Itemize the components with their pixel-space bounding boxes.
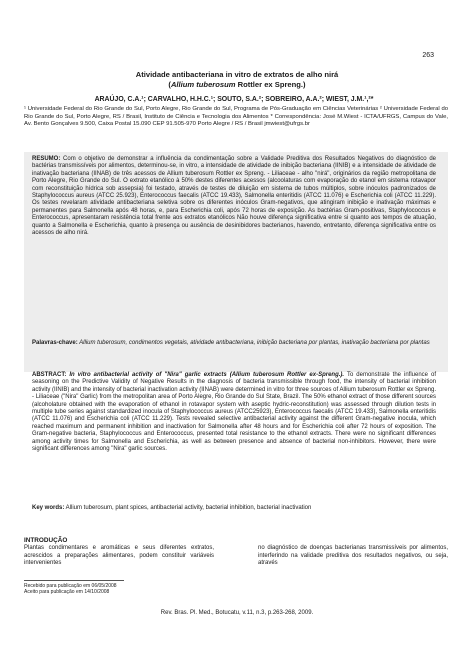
publication-dates [24,583,117,596]
palavras-chave-text: Allium tuberosum, condimentos vegetais, atividade antibacteriana, inibição bacteriana por plantas, inativação bacteriana por plantas [77,340,430,346]
keywords-label: Key words: [32,505,65,511]
intro-left-column: Plantas condimentares e aromáticas e seus diferentes extratos, acrescidos a preparações alimentares, podem constituir variáveis intervenientes [24,545,214,567]
resumo-text: Com o objetivo de demonstrar a influência da condimentação sobre a Validade Preditiva dos Resultados Negativos do diagnóstico de bactérias transmissíveis por alimentos, determinou-se, in vitro, a intensidade de atividade de inibição bacteriana (IINIB) e a intensidade de atividade de inativação bacteriana (IINAB) de três acessos de Allium tuberosum Rottler ex Spreng. - Liliaceae - alho "nirá", originários da região metropolitana de Porto Alegre, Rio Grande do Sul. O extrato etanólico à 50% destes diferentes acessos (alcoolaturas com evaporação do etanol em sistema rotavapor com reconstituição hídrica sob assepsia) foi testado, através de testes de diluição em sistema de tubos múltiplos, sobre inóculos padronizados de Staphylococcus aureus (ATCC 25.923), Enterococcus faecalis (ATCC 19.433), Salmonella enteritidis (ATCC 11.076) e Escherichia coli (ATCC 11.229). Os testes revelaram atividade antibacteriana seletiva sobre os diferentes inóculos Gram-negativos, que atingiram inibição e inativação máximas e permanentes para Salmonella após 48 horas, e, para Escherichia coli, após 72 horas de exposição. As bactérias Gram-positivas, Staphylococcus e Enterococcus, apresentaram resistência total frente aos extratos etanólicos Não houve diferença significativa entre si quanto aos tempos de atuação, quanto a Salmonella e Escherichia, quanto à presença ou ausência de desinibidores bacterianos, havendo, entretanto, diferença significativa entre os acessos de alho nirá. [32,156,436,237]
accepted-date: Aceito para publicação em 14/10/2008 [24,589,110,596]
intro-right-column: no diagnóstico de doenças bacterianas transmissíveis por alimentos, interferindo na validade preditiva dos resultados negativos, ou seja, através [258,545,448,567]
page-number: 263 [422,52,434,59]
affiliations: ¹ Universidade Federal do Rio Grande do Sul, Porto Alegre, Rio Grande do Sul, Programa de Pós-Graduação em Ciências Veterinárias ² Universidade Federal do Rio Grande do Sul, Porto Alegre, RS / Brasil, Instituto de Ciência e Tecnologia dos Alimentos * Correspondência: José M.Wiest - ICTA/UFRGS, Campus do Vale, Av. Bento Gonçalves 9.500, Caixa Postal 15.090 CEP 91.505-970 Porto Alegre / RS / Brasil jmwiest@ufrgs.br [24,106,448,128]
palavras-chave-paragraph [32,340,436,347]
resumo-paragraph [32,156,436,237]
received-date: Recebido para publicação em 06/05/2008 [24,583,117,589]
article-title [0,70,474,90]
palavras-chave-label: Palavras-chave: [32,340,78,346]
keywords-text: Allium tuberosum, plant spices, antibacterial activity, bacterial inhibition, bacterial inactivation [64,505,312,511]
abstract-label: ABSTRACT: [32,372,67,378]
journal-citation: Rev. Bras. Pl. Med., Botucatu, v.11, n.3, p.263-268, 2009. [160,610,314,616]
intro-heading: INTRODUÇÃO [24,537,68,544]
title-line-2: (Allium tuberosum Rottler ex Spreng.) [168,80,306,89]
keywords-paragraph [32,505,436,512]
title-species: Allium tuberosum [170,80,236,89]
footnote-divider [24,580,124,581]
author-list: ARAÚJO, C.A.¹; CARVALHO, H.H.C.¹; SOUTO, S.A.²; SOBREIRO, A.A.²; WIEST, J.M.¹,²* [94,96,374,103]
abstract-paragraph [32,372,436,453]
title-line-1: Atividade antibacteriana in vitro de extratos de alho nirá [135,70,339,79]
resumo-label: RESUMO: [32,156,61,162]
title-line-2-rest: Rottler ex Spreng.) [235,80,306,89]
abstract-text: To demonstrate the influence of seasoning on the Predictive Validity of Negative Results in the diagnosis of bacteria transmissible through food, the intensity of bacterial inhibition activity (IINIB) and the intensity of bacterial inactivation activity (IINAB) were determined in vitro for three sources of Allium tuberosum Rottler ex Spreng. - Liliaceae ("Nira" Garlic) from the metropolitan area of Porto Alegre, Rio Grande do Sul State, Brazil. The 50% ethanol extract of those different sources (alcoholature obtained with the evaporation of ethanol in rotavapor system with aseptic hydric-reconstitution) was assessed through dilution tests in multiple tube series against standardized inocula of Staphylococcus aureus (ATCC25923), Enterococcus faecalis (ATCC 19.433), Salmonella enteritidis (ATCC 11.076) and Escherichia coli (ATCC 11.229). Tests revealed selective antibacterial activity against the different Gram-negative inocula, which reached maximum and permanent inhibition and inactivation for Salmonella after 48 hours and for Escherichia coli after 72 hours of exposition. The Gram-negative bacteria, Staphylococcus and Enterococcus, presented total resistance to the ethanol extracts. There were no significant differences among activity times for Salmonella and Escherichia, as well as between presence and absence of bacterial non-inhibitors. However, there were significant differences among "Nira" garlic sources. [32,372,437,453]
abstract-heading: In vitro antibacterial activity of "Nira" garlic extracts (Allium tuberosum Rottler ex-Spreng.). [66,372,345,378]
